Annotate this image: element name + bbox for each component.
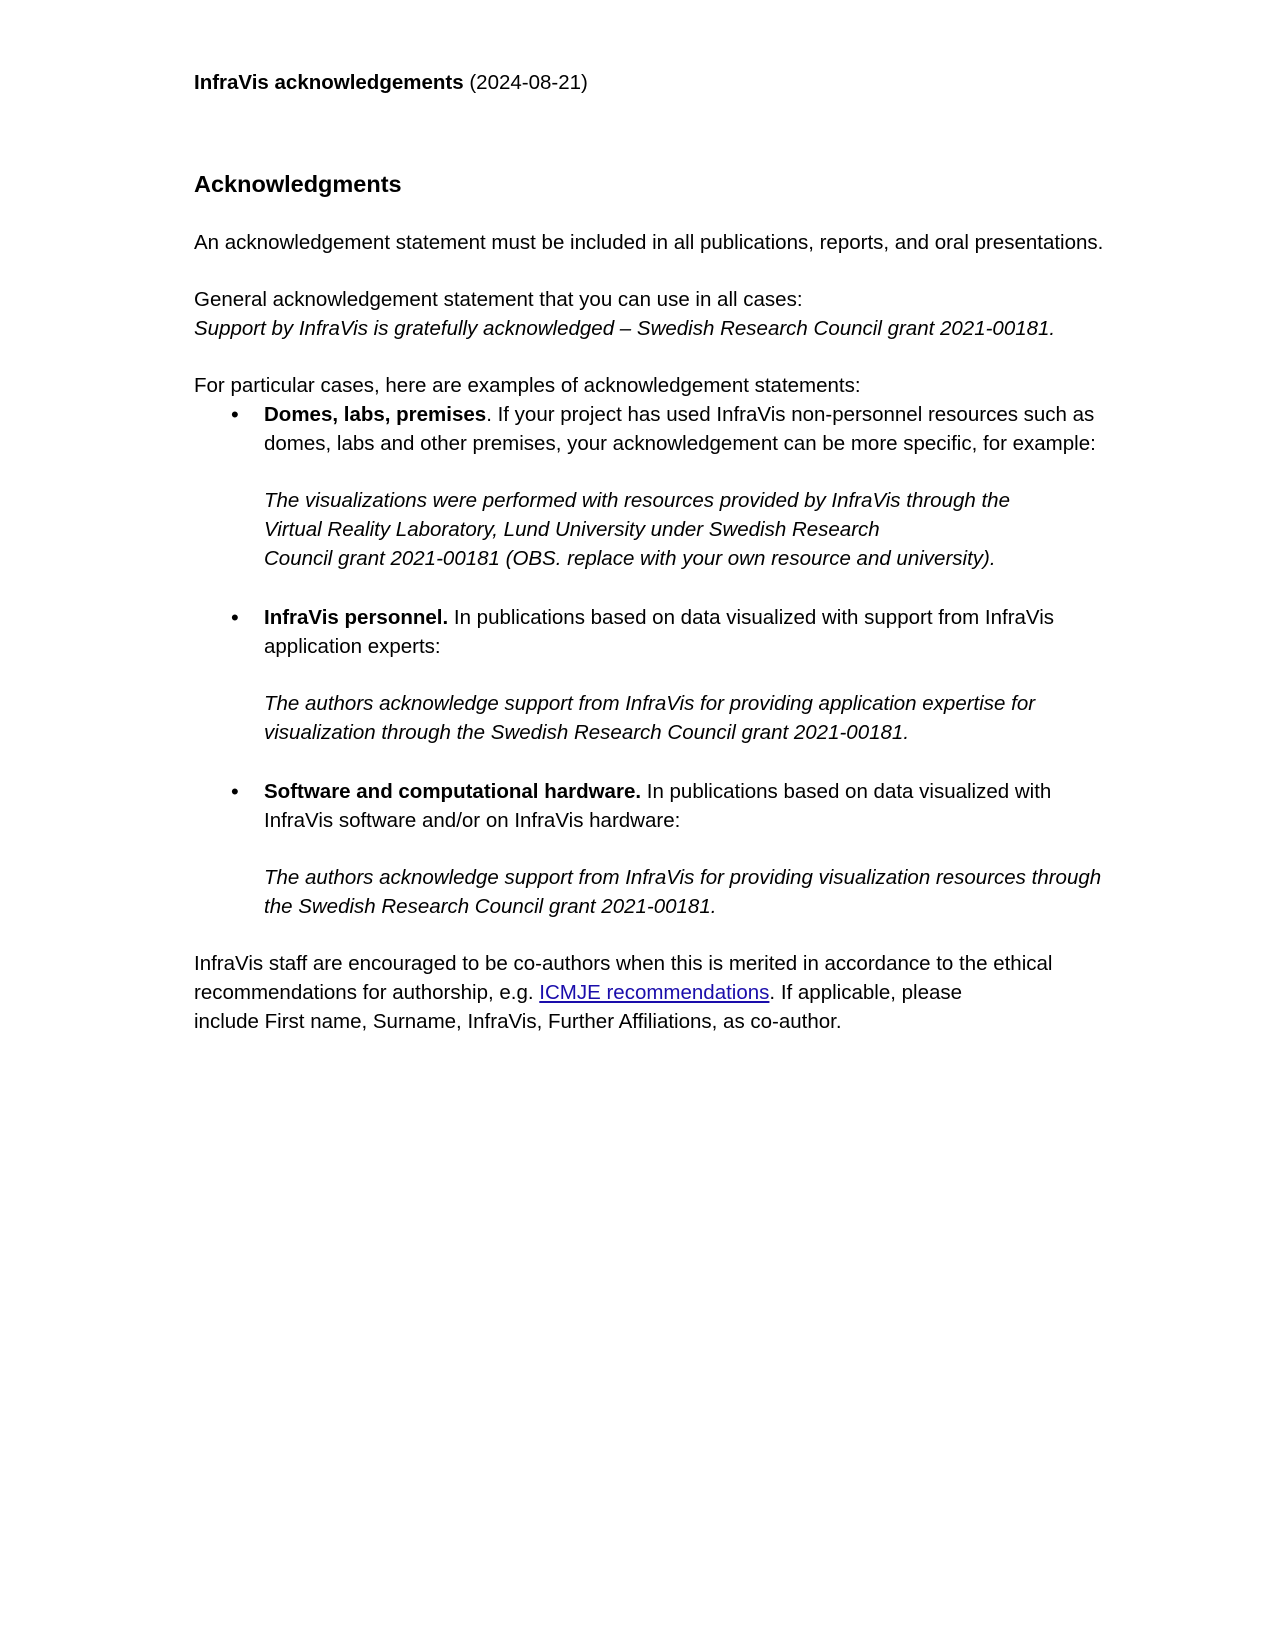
list-item-description [264,400,1114,458]
bullet-icon: • [231,779,239,804]
section-heading: Acknowledgments [194,171,402,197]
list-item-text: If your project has used InfraVis non-personnel resources such as domes, labs and other premises, your acknowledgement can be more specific, for example: [264,403,1096,455]
list-item-text: In publications based on data visualized with support from InfraVis application experts: [264,606,1055,658]
example-line: Council grant 2021-00181 (OBS. replace with your own resource and university). [264,547,996,570]
example-line: Virtual Reality Laboratory, Lund University under Swedish Research [264,518,880,541]
list-item-title-suffix: . [486,403,492,426]
list-item-infravis-personnel [194,603,1114,747]
general-statement-text: Support by InfraVis is gratefully acknowledged – Swedish Research Council grant 2021-00181. [194,317,1056,340]
general-statement-lead: General acknowledgement statement that you can use in all cases: [194,288,803,311]
list-item-example [264,486,1114,573]
bullet-icon: • [231,605,239,630]
list-item-title: InfraVis personnel. [264,606,449,629]
document-title: InfraVis acknowledgements [194,71,464,94]
list-item-example: The authors acknowledge support from InfraVis for providing visualization resources through the Swedish Research Council grant 2021-00181. [264,866,1102,918]
example-line: The visualizations were performed with resources provided by InfraVis through the [264,489,1010,512]
closing-text-after-link: . If applicable, please [769,981,963,1004]
document-header [194,68,1114,97]
particular-cases-block [194,371,1114,921]
list-item-software-hardware [194,777,1114,921]
general-statement-block [194,285,1114,343]
intro-paragraph: An acknowledgement statement must be included in all publications, reports, and oral presentations. [194,231,1104,254]
bullet-icon: • [231,402,239,427]
particular-cases-lead: For particular cases, here are examples of acknowledgement statements: [194,374,861,397]
list-item-description [264,777,1114,835]
list-item-example: The authors acknowledge support from InfraVis for providing application expertise for visualization through the Swedish Research Council grant 2021-00181. [264,692,1036,744]
list-item-title: Software and computational hardware. [264,780,642,803]
list-item-description [264,603,1114,661]
closing-text: InfraVis staff are encouraged to be co-authors when this is merited in accordance to the ethical recommendations for authorship, e.g. [194,952,1053,1004]
list-item-title: Domes, labs, premises [264,403,487,426]
examples-list [194,400,1114,921]
document-body [194,68,1114,1036]
closing-paragraph [194,949,1114,1036]
list-item-domes-labs-premises [194,400,1114,573]
icmje-recommendations-link[interactable]: ICMJE recommendations [539,981,770,1004]
list-item-text: In publications based on data visualized with InfraVis software and/or on InfraVis hardware: [264,780,1052,832]
closing-text-last-line: include First name, Surname, InfraVis, Further Affiliations, as co-author. [194,1010,842,1033]
document-date: (2024-08-21) [469,71,588,94]
